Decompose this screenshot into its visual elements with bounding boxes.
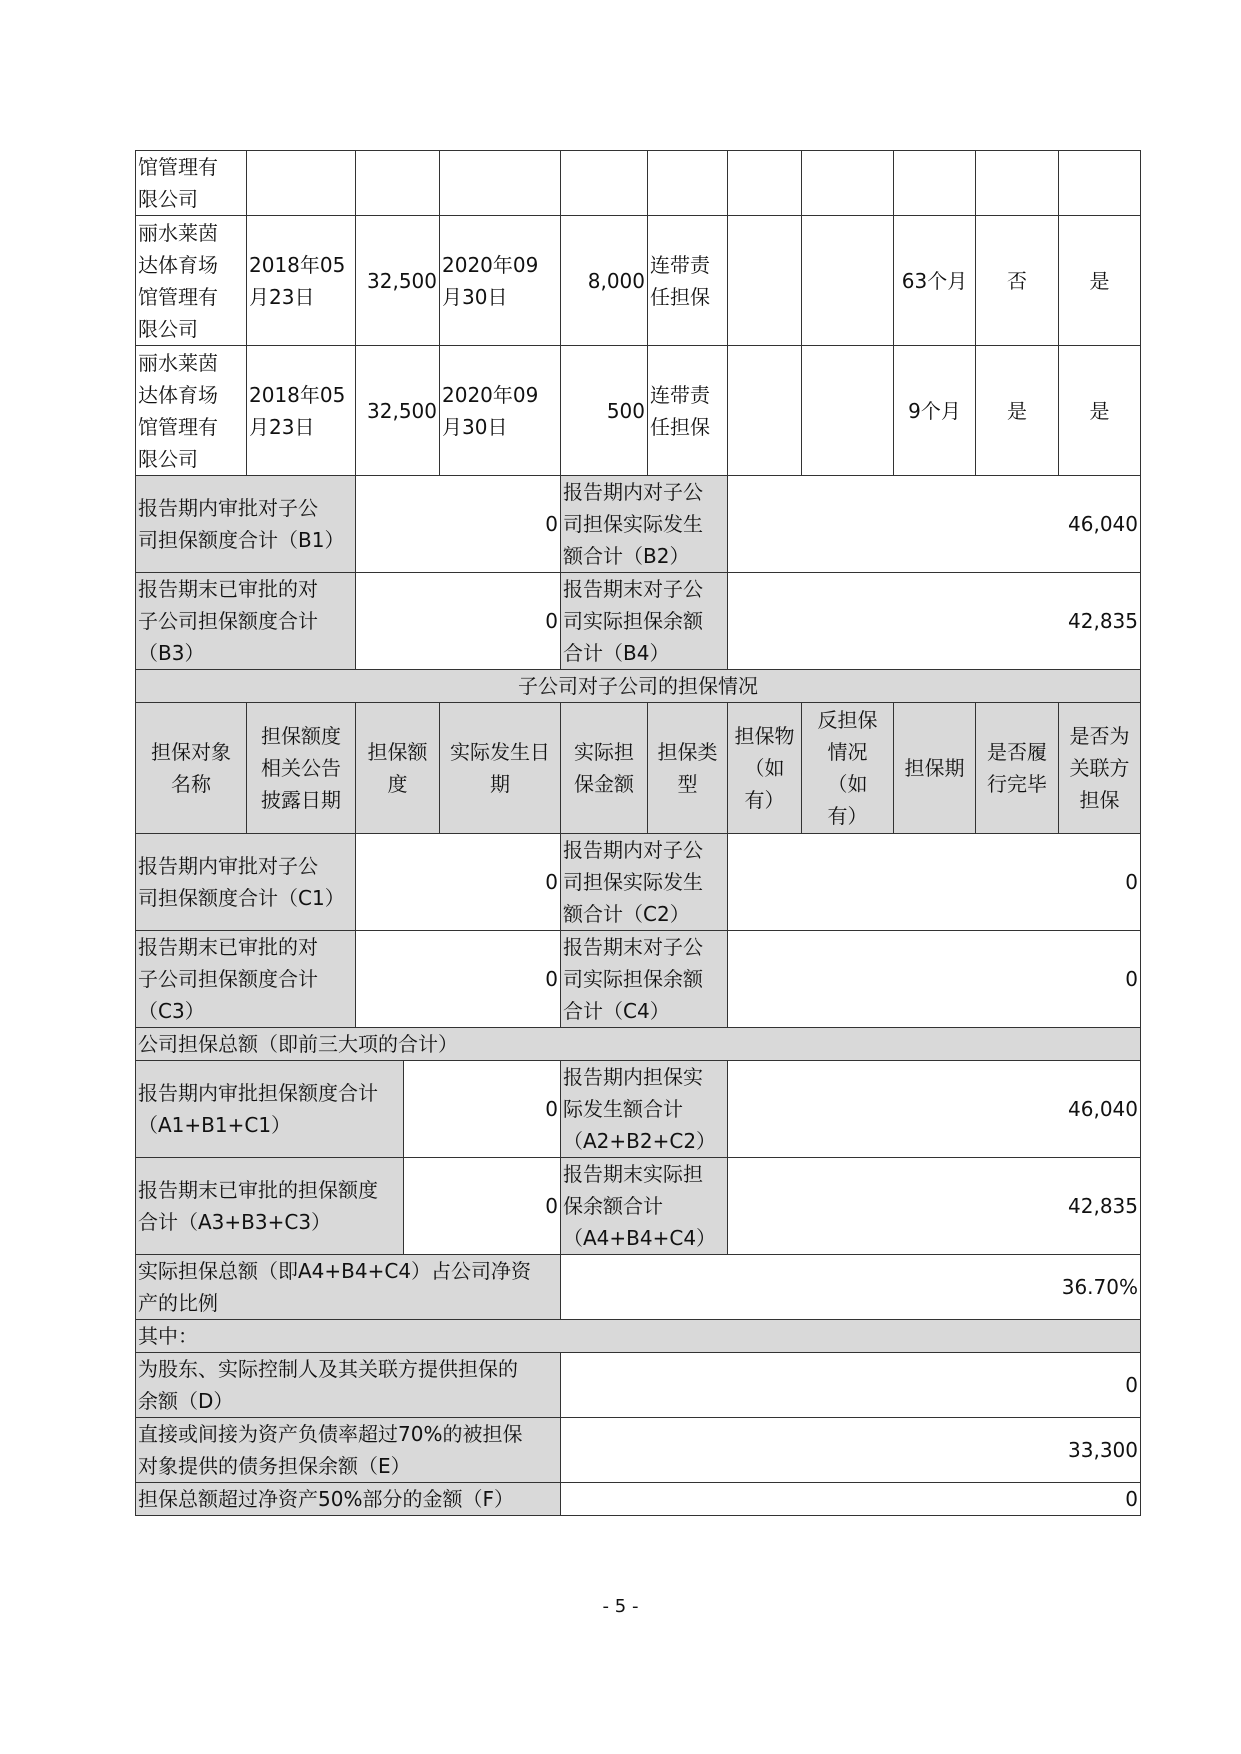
summary-label-b3: 报告期末已审批的对 子公司担保额度合计 （B3） [136, 573, 356, 670]
summary-label-c2: 报告期内对子公 司担保实际发生 额合计（C2） [561, 834, 728, 931]
is-related-party [1059, 151, 1141, 216]
header-limit: 担保额 度 [356, 703, 440, 834]
is-completed: 否 [976, 216, 1059, 346]
announcement-date: 2018年05 月23日 [247, 216, 356, 346]
total-label-a2: 报告期内担保实 际发生额合计 （A2+B2+C2） [561, 1061, 728, 1158]
total-title-row [136, 1028, 1141, 1061]
ratio-label: 实际担保总额（即A4+B4+C4）占公司净资 产的比例 [136, 1255, 561, 1320]
among-label: 其中： [136, 1320, 1141, 1353]
table-row [136, 346, 1141, 476]
guarantee-type [648, 151, 728, 216]
summary-value-c1: 0 [356, 834, 561, 931]
actual-date: 2020年09 月30日 [440, 346, 561, 476]
header-actual-date: 实际发生日 期 [440, 703, 561, 834]
summary-value-c4: 0 [728, 931, 1141, 1028]
value-e: 33,300 [561, 1418, 1141, 1483]
total-value-a4: 42,835 [728, 1158, 1141, 1255]
header-row [136, 703, 1141, 834]
total-label-a3: 报告期末已审批的担保额度 合计（A3+B3+C3） [136, 1158, 404, 1255]
summary-value-b3: 0 [356, 573, 561, 670]
ratio-row [136, 1255, 1141, 1320]
collateral [728, 346, 802, 476]
guarantee-limit [356, 151, 440, 216]
summary-row-b3-b4 [136, 573, 1141, 670]
guarantee-type: 连带责 任担保 [648, 216, 728, 346]
row-e [136, 1418, 1141, 1483]
summary-label-b4: 报告期末对子公 司实际担保余额 合计（B4） [561, 573, 728, 670]
is-completed: 是 [976, 346, 1059, 476]
guarantee-target-name: 丽水莱茵 达体育场 馆管理有 限公司 [136, 346, 247, 476]
summary-label-b2: 报告期内对子公 司担保实际发生 额合计（B2） [561, 476, 728, 573]
summary-label-c3: 报告期末已审批的对 子公司担保额度合计 （C3） [136, 931, 356, 1028]
value-f: 0 [561, 1483, 1141, 1516]
is-related-party: 是 [1059, 346, 1141, 476]
summary-row-c1-c2 [136, 834, 1141, 931]
summary-row-b1-b2 [136, 476, 1141, 573]
total-row-a1-a2 [136, 1061, 1141, 1158]
is-completed [976, 151, 1059, 216]
section-title-row [136, 670, 1141, 703]
summary-value-b2: 46,040 [728, 476, 1141, 573]
table-row [136, 216, 1141, 346]
guarantee-limit: 32,500 [356, 216, 440, 346]
guarantee-target-name: 丽水莱茵 达体育场 馆管理有 限公司 [136, 216, 247, 346]
total-title: 公司担保总额（即前三大项的合计） [136, 1028, 1141, 1061]
actual-amount: 8,000 [561, 216, 648, 346]
among-row [136, 1320, 1141, 1353]
row-d [136, 1353, 1141, 1418]
summary-row-c3-c4 [136, 931, 1141, 1028]
actual-amount: 500 [561, 346, 648, 476]
collateral [728, 216, 802, 346]
header-amount: 实际担 保金额 [561, 703, 648, 834]
page-number: - 5 - [602, 1596, 639, 1617]
table-row [136, 151, 1141, 216]
label-f: 担保总额超过净资产50%部分的金额（F） [136, 1483, 561, 1516]
is-related-party: 是 [1059, 216, 1141, 346]
announcement-date: 2018年05 月23日 [247, 346, 356, 476]
guarantee-table [135, 150, 1141, 1516]
ratio-value: 36.70% [561, 1255, 1141, 1320]
total-row-a3-a4 [136, 1158, 1141, 1255]
guarantee-period: 63个月 [894, 216, 976, 346]
guarantee-type: 连带责 任担保 [648, 346, 728, 476]
counter-guarantee [802, 346, 894, 476]
summary-value-c3: 0 [356, 931, 561, 1028]
guarantee-target-name: 馆管理有 限公司 [136, 151, 247, 216]
counter-guarantee [802, 216, 894, 346]
total-label-a4: 报告期末实际担 保余额合计 （A4+B4+C4） [561, 1158, 728, 1255]
total-value-a2: 46,040 [728, 1061, 1141, 1158]
guarantee-period: 9个月 [894, 346, 976, 476]
label-d: 为股东、实际控制人及其关联方提供担保的 余额（D） [136, 1353, 561, 1418]
summary-label-b1: 报告期内审批对子公 司担保额度合计（B1） [136, 476, 356, 573]
collateral [728, 151, 802, 216]
total-value-a1: 0 [404, 1061, 561, 1158]
header-date: 担保额度 相关公告 披露日期 [247, 703, 356, 834]
guarantee-period [894, 151, 976, 216]
summary-label-c4: 报告期末对子公 司实际担保余额 合计（C4） [561, 931, 728, 1028]
label-e: 直接或间接为资产负债率超过70%的被担保 对象提供的债务担保余额（E） [136, 1418, 561, 1483]
summary-value-b4: 42,835 [728, 573, 1141, 670]
actual-amount [561, 151, 648, 216]
header-related: 是否为 关联方 担保 [1059, 703, 1141, 834]
summary-value-c2: 0 [728, 834, 1141, 931]
header-collateral: 担保物 （如有） [728, 703, 802, 834]
announcement-date [247, 151, 356, 216]
section-title: 子公司对子公司的担保情况 [136, 670, 1141, 703]
actual-date: 2020年09 月30日 [440, 216, 561, 346]
summary-label-c1: 报告期内审批对子公 司担保额度合计（C1） [136, 834, 356, 931]
value-d: 0 [561, 1353, 1141, 1418]
header-type: 担保类 型 [648, 703, 728, 834]
guarantee-limit: 32,500 [356, 346, 440, 476]
summary-value-b1: 0 [356, 476, 561, 573]
counter-guarantee [802, 151, 894, 216]
row-f [136, 1483, 1141, 1516]
total-label-a1: 报告期内审批担保额度合计 （A1+B1+C1） [136, 1061, 404, 1158]
actual-date [440, 151, 561, 216]
header-counter: 反担保 情况 （如 有） [802, 703, 894, 834]
header-completed: 是否履 行完毕 [976, 703, 1059, 834]
header-name: 担保对象 名称 [136, 703, 247, 834]
header-period: 担保期 [894, 703, 976, 834]
total-value-a3: 0 [404, 1158, 561, 1255]
